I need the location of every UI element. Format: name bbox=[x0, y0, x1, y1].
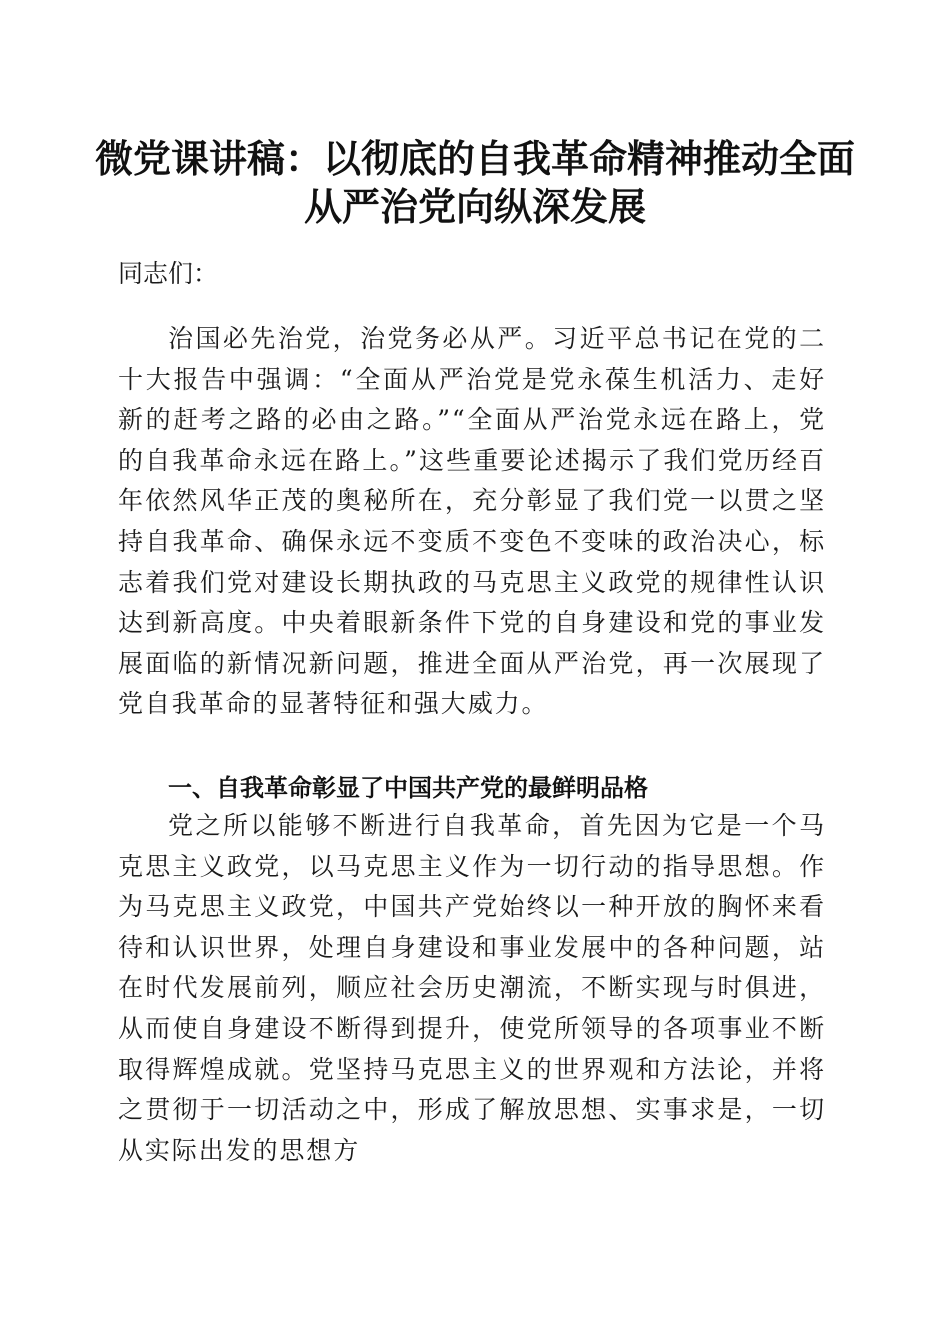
section-heading-1: 一、自我革命彰显了中国共产党的最鲜明品格 bbox=[168, 774, 648, 802]
document-title-line-2: 从严治党向纵深发展 bbox=[303, 184, 646, 229]
paragraph-intro: 治国必先治党，治党务必从严。习近平总书记在党的二十大报告中强调：“全面从严治党是党永葆生机活力、走好新的赶考之路的必由之路。”“全面从严治党永远在路上，党的自我革命永远在路上。”这些重要论述揭示了我们党历经百年依然风华正茂的奥秘所在，充分彰显了我们党一以贯之坚持自我革命、确保永远不变质不变色不变味的政治决心，标志着我们党对建设长期执政的马克思主义政党的规律性认识达到新高度。中央着眼新条件下党的自身建设和党的事业发展面临的新情况新问题，推进全面从严治党，再一次展现了党自我革命的显著特征和强大威力。 bbox=[118, 324, 826, 719]
document-title-line-1: 微党课讲稿：以彻底的自我革命精神推动全面 bbox=[94, 136, 855, 181]
salutation: 同志们： bbox=[118, 259, 219, 288]
paragraph-section-1: 党之所以能够不断进行自我革命，首先因为它是一个马克思主义政党，以马克思主义作为一切行动的指导思想。作为马克思主义政党，中国共产党始终以一种开放的胸怀来看待和认识世界，处理自身建设和事业发展中的各种问题，站在时代发展前列，顺应社会历史潮流，不断实现与时俱进，从而使自身建设不断得到提升，使党所领导的各项事业不断取得辉煌成就。党坚持马克思主义的世界观和方法论，并将之贯彻于一切活动之中，形成了解放思想、实事求是，一切从实际出发的思想方 bbox=[118, 811, 826, 1165]
